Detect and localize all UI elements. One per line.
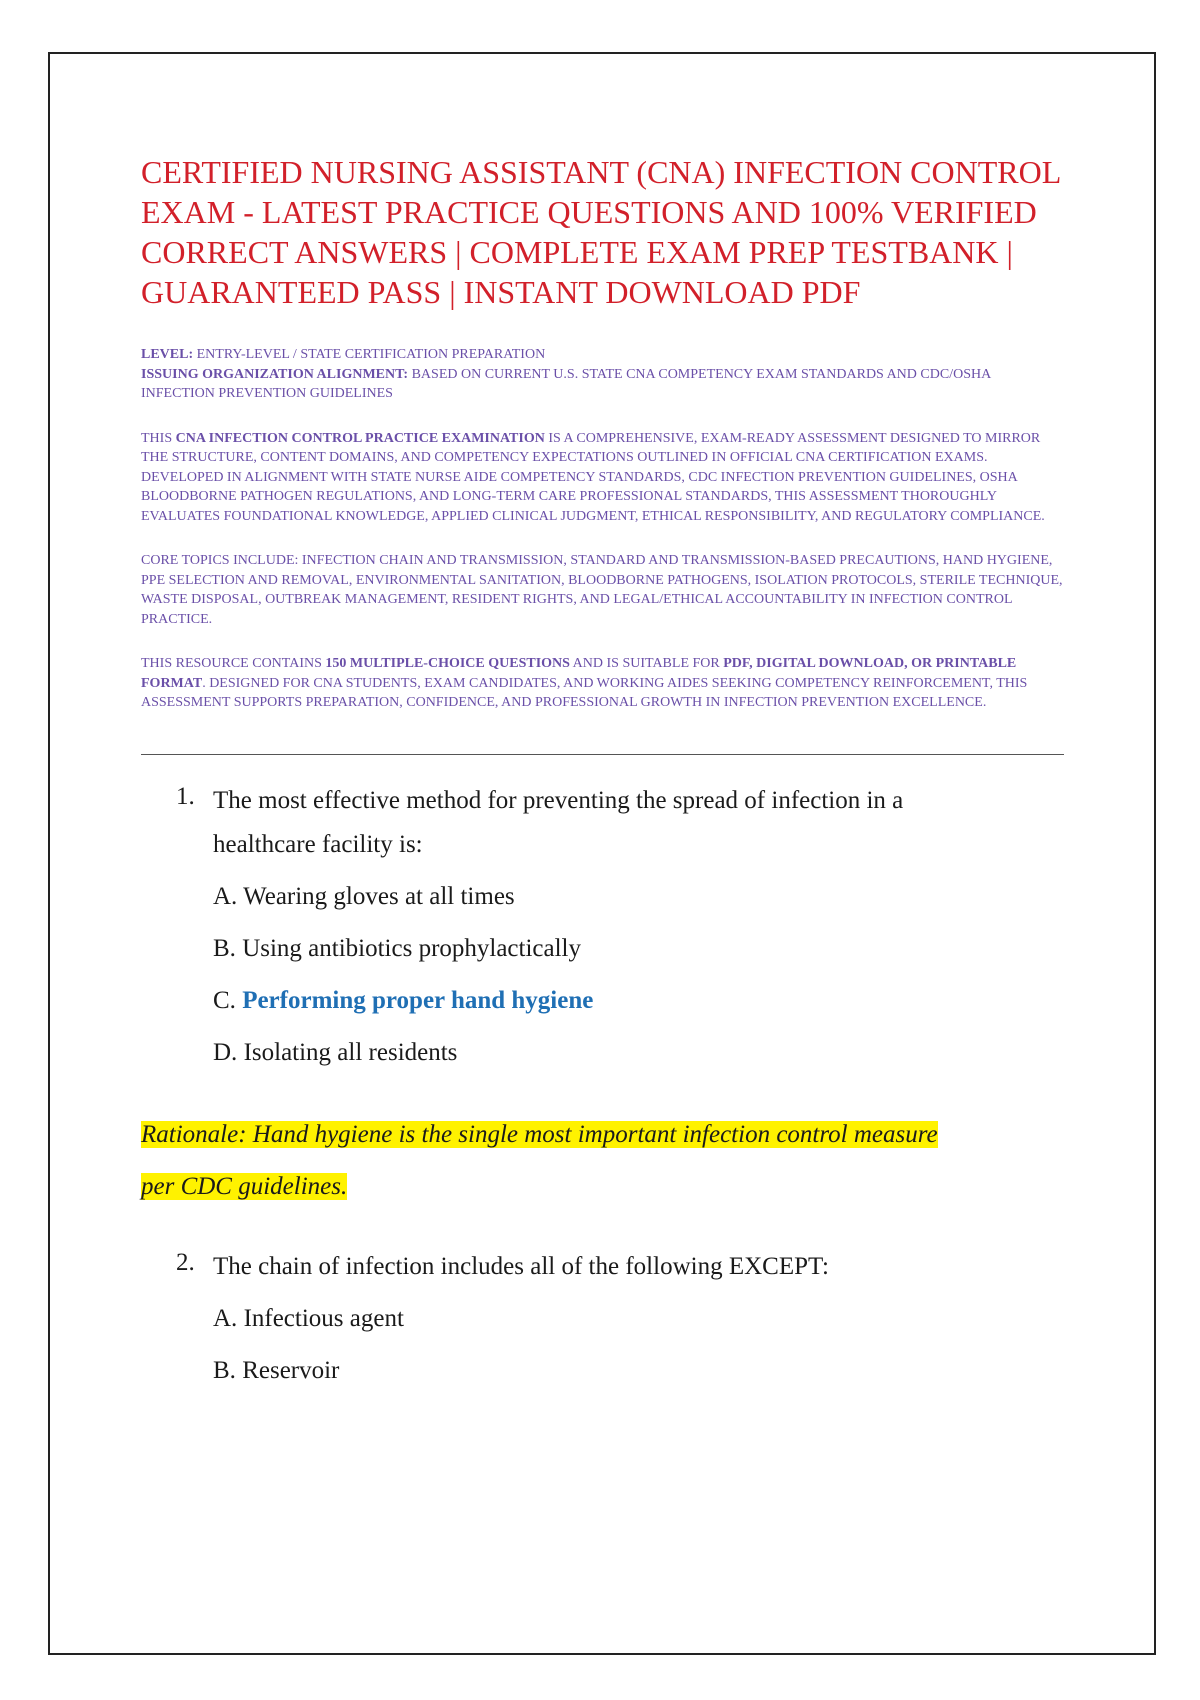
question-text-line: healthcare facility is:: [213, 830, 423, 858]
option-letter: B.: [213, 934, 236, 962]
option-letter: D.: [213, 1038, 238, 1066]
option-a: [213, 871, 1066, 923]
intro-text: THIS: [141, 430, 176, 446]
rationale-1: [141, 1109, 1066, 1213]
correct-answer-text: Performing proper hand hygiene: [242, 986, 594, 1014]
option-letter: A.: [213, 882, 238, 910]
rationale-text: per CDC guidelines.: [141, 1172, 348, 1200]
question-1: [141, 783, 1066, 1079]
option-text: Infectious agent: [243, 1304, 404, 1332]
question-count: 150 MULTIPLE-CHOICE QUESTIONS: [325, 656, 570, 671]
option-b: [213, 1345, 1066, 1397]
level-value: ENTRY-LEVEL / STATE CERTIFICATION PREPARATION: [193, 347, 546, 362]
organization-value: BASED ON CURRENT U.S. STATE CNA COMPETENCY EXAM STANDARDS AND CDC/OSHA INFECTION PREVENTION GUIDELINES: [141, 366, 991, 401]
option-letter: A.: [213, 1304, 238, 1332]
exam-name: CNA INFECTION CONTROL PRACTICE EXAMINATION: [175, 430, 545, 446]
option-letter: C.: [213, 986, 236, 1014]
option-d: [213, 1027, 1066, 1079]
intro-paragraph-1: [141, 429, 1066, 527]
option-a: [213, 1293, 1066, 1345]
option-text: Isolating all residents: [243, 1038, 458, 1066]
format-info: PDF, DIGITAL DOWNLOAD, OR PRINTABLE FORMAT: [141, 656, 1017, 691]
resource-text: THIS RESOURCE CONTAINS: [141, 656, 326, 671]
option-text: Wearing gloves at all times: [243, 882, 515, 910]
question-2: [141, 1249, 1066, 1397]
intro-text: IS A COMPREHENSIVE, EXAM-READY ASSESSMENT DESIGNED TO MIRROR THE STRUCTURE, CONTENT DOMAINS, AND COMPETENCY EXPECTATIONS OUTLINED IN OFFICIAL CNA CERTIFICATION EXAMS. DEVELOPED IN ALIGNMENT WITH STATE NURSE AIDE COMPETENCY STANDARDS, CDC INFECTION PREVENTION GUIDELINES, OSHA BLOODBORNE PATHOGEN REGULATIONS, AND LONG-TERM CARE PROFESSIONAL STANDARDS, THIS ASSESSMENT THOROUGHLY EVALUATES FOUNDATIONAL KNOWLEDGE, APPLIED CLINICAL JUDGMENT, ETHICAL RESPONSIBILITY, AND REGULATORY COMPLIANCE.: [141, 430, 1045, 524]
organization-line: [141, 365, 1066, 404]
option-text: Reservoir: [242, 1356, 340, 1384]
level-line: [141, 345, 1066, 365]
resource-text: AND IS SUITABLE FOR: [569, 656, 724, 671]
option-letter: B.: [213, 1356, 236, 1384]
option-b: [213, 923, 1066, 975]
metadata-block: [141, 345, 1066, 404]
question-text-line: The most effective method for preventing the spread of infection in a: [213, 786, 904, 814]
section-divider: [141, 754, 1064, 755]
question-2-options: [141, 1293, 1066, 1397]
rationale-text: Rationale: Hand hygiene is the single most important infection control measure: [141, 1120, 938, 1148]
level-label: LEVEL:: [141, 347, 194, 362]
question-number: 1.: [176, 782, 195, 810]
option-c-correct: [213, 975, 1066, 1027]
document-title: CERTIFIED NURSING ASSISTANT (CNA) INFECTION CONTROL EXAM - LATEST PRACTICE QUESTIONS AND 100% VERIFIED CORRECT ANSWERS | COMPLETE EXAM PREP TESTBANK | GUARANTEED PASS | INSTANT DOWNLOAD PDF: [141, 154, 1061, 310]
core-topics-paragraph: CORE TOPICS INCLUDE: INFECTION CHAIN AND TRANSMISSION, STANDARD AND TRANSMISSION-BASED PRECAUTIONS, HAND HYGIENE, PPE SELECTION AND REMOVAL, ENVIRONMENTAL SANITATION, BLOODBORNE PATHOGENS, ISOLATION PROTOCOLS, STERILE TECHNIQUE, WASTE DISPOSAL, OUTBREAK MANAGEMENT, RESIDENT RIGHTS, AND LEGAL/ETHICAL ACCOUNTABILITY IN INFECTION CONTROL PRACTICE.: [141, 553, 1063, 627]
organization-label: ISSUING ORGANIZATION ALIGNMENT:: [141, 366, 409, 382]
resource-text: . DESIGNED FOR CNA STUDENTS, EXAM CANDIDATES, AND WORKING AIDES SEEKING COMPETENCY REINFORCEMENT, THIS ASSESSMENT SUPPORTS PREPARATION, CONFIDENCE, AND PROFESSIONAL GROWTH IN INFECTION PREVENTION EXCELLENCE.: [141, 675, 1028, 710]
document-content: [141, 152, 1066, 1397]
question-text: [213, 783, 1066, 871]
question-number: 2.: [176, 1248, 195, 1276]
option-text: Using antibiotics prophylactically: [242, 934, 582, 962]
resource-paragraph: [141, 654, 1066, 713]
question-text: The chain of infection includes all of the following EXCEPT:: [213, 1252, 829, 1280]
